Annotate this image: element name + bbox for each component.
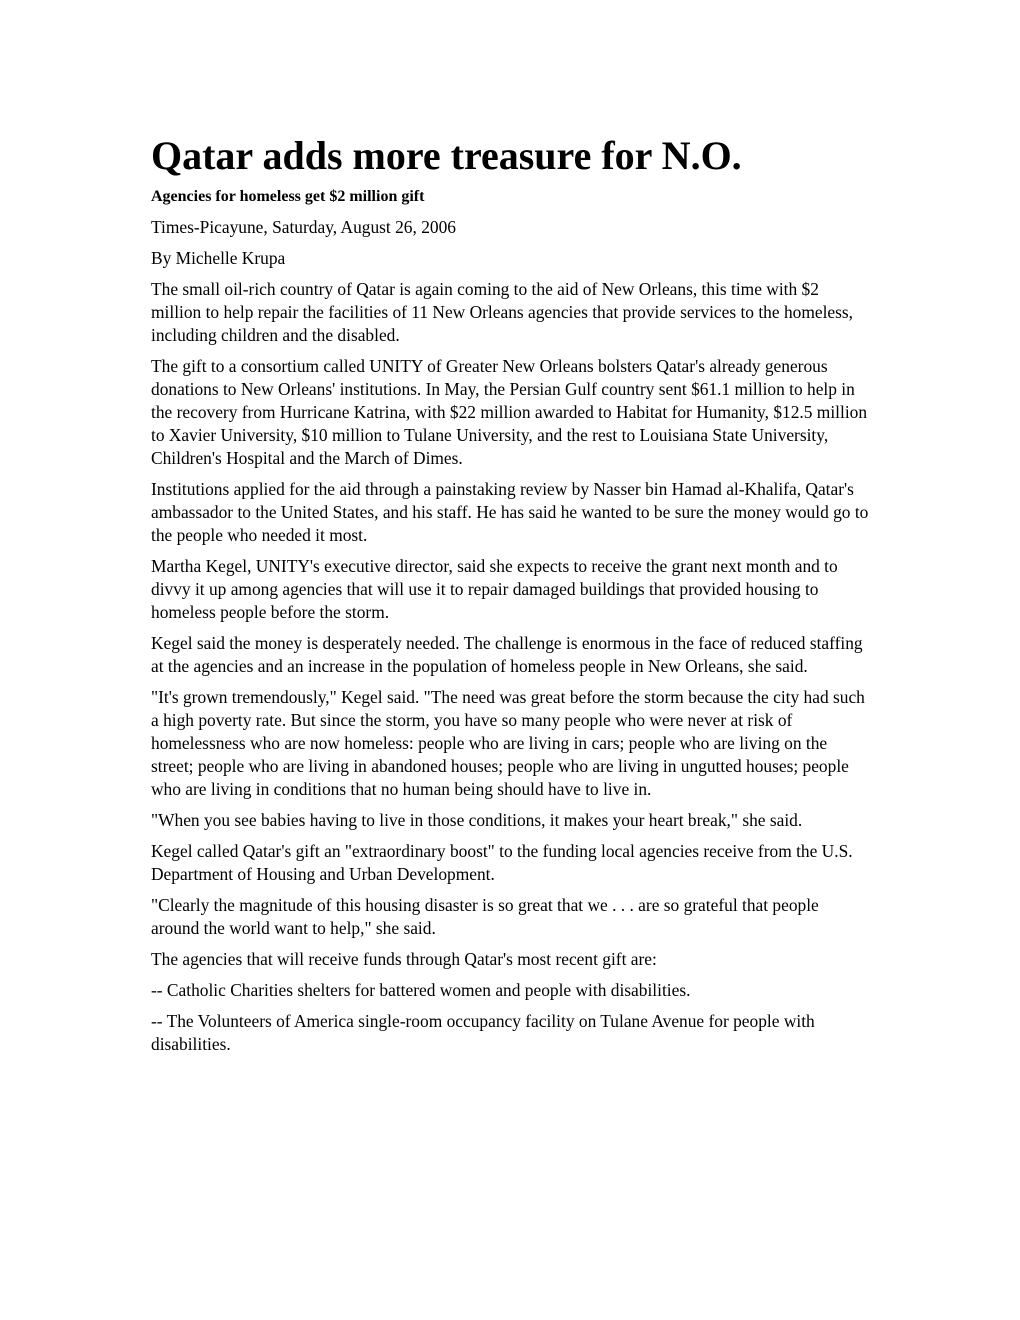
paragraph: "When you see babies having to live in those conditions, it makes your heart break," she said. — [151, 810, 803, 830]
source-line: Times-Picayune, Saturday, August 26, 2006 — [151, 217, 456, 237]
article — [151, 132, 871, 1064]
article-subtitle: Agencies for homeless get $2 million gift — [151, 188, 425, 205]
paragraph: The small oil-rich country of Qatar is again coming to the aid of New Orleans, this time with $2 million to help repair the facilities of 11 New Orleans agencies that provide services to the homeless, including children and the disabled. — [151, 279, 854, 345]
paragraph: Martha Kegel, UNITY's executive director, said she expects to receive the grant next month and to divvy it up among agencies that will use it to repair damaged buildings that provided housing to homeless people before the storm. — [151, 556, 838, 622]
paragraph: Kegel said the money is desperately needed. The challenge is enormous in the face of reduced staffing at the agencies and an increase in the population of homeless people in New Orleans, she said. — [151, 633, 863, 676]
article-body — [151, 278, 871, 1056]
byline: By Michelle Krupa — [151, 248, 286, 268]
paragraph: Kegel called Qatar's gift an "extraordinary boost" to the funding local agencies receive from the U.S. Department of Housing and Urban Development. — [151, 841, 853, 884]
paragraph: "Clearly the magnitude of this housing disaster is so great that we . . . are so grateful that people around the world want to help," she said. — [151, 895, 819, 938]
paragraph: "It's grown tremendously," Kegel said. "The need was great before the storm because the city had such a high poverty rate. But since the storm, you have so many people who were never at risk of homelessness who are now homeless: people who are living in cars; people who are living on the street; people who are living in abandoned houses; people who are living in ungutted houses; people who are living in conditions that no human being should have to live in. — [151, 687, 865, 799]
article-title: Qatar adds more treasure for N.O. — [151, 133, 742, 178]
paragraph: The gift to a consortium called UNITY of Greater New Orleans bolsters Qatar's already generous donations to New Orleans' institutions. In May, the Persian Gulf country sent $61.1 million to help in the recovery from Hurricane Katrina, with $22 million awarded to Habitat for Humanity, $12.5 million to Xavier University, $10 million to Tulane University, and the rest to Louisiana State University, Children's Hospital and the March of Dimes. — [151, 356, 868, 468]
list-item: -- Catholic Charities shelters for battered women and people with disabilities. — [151, 980, 691, 1000]
paragraph: The agencies that will receive funds through Qatar's most recent gift are: — [151, 949, 657, 969]
list-item: -- The Volunteers of America single-room occupancy facility on Tulane Avenue for people with disabilities. — [151, 1011, 815, 1054]
paragraph: Institutions applied for the aid through a painstaking review by Nasser bin Hamad al-Khalifa, Qatar's ambassador to the United States, and his staff. He has said he wanted to be sure the money would go to the people who needed it most. — [151, 479, 869, 545]
